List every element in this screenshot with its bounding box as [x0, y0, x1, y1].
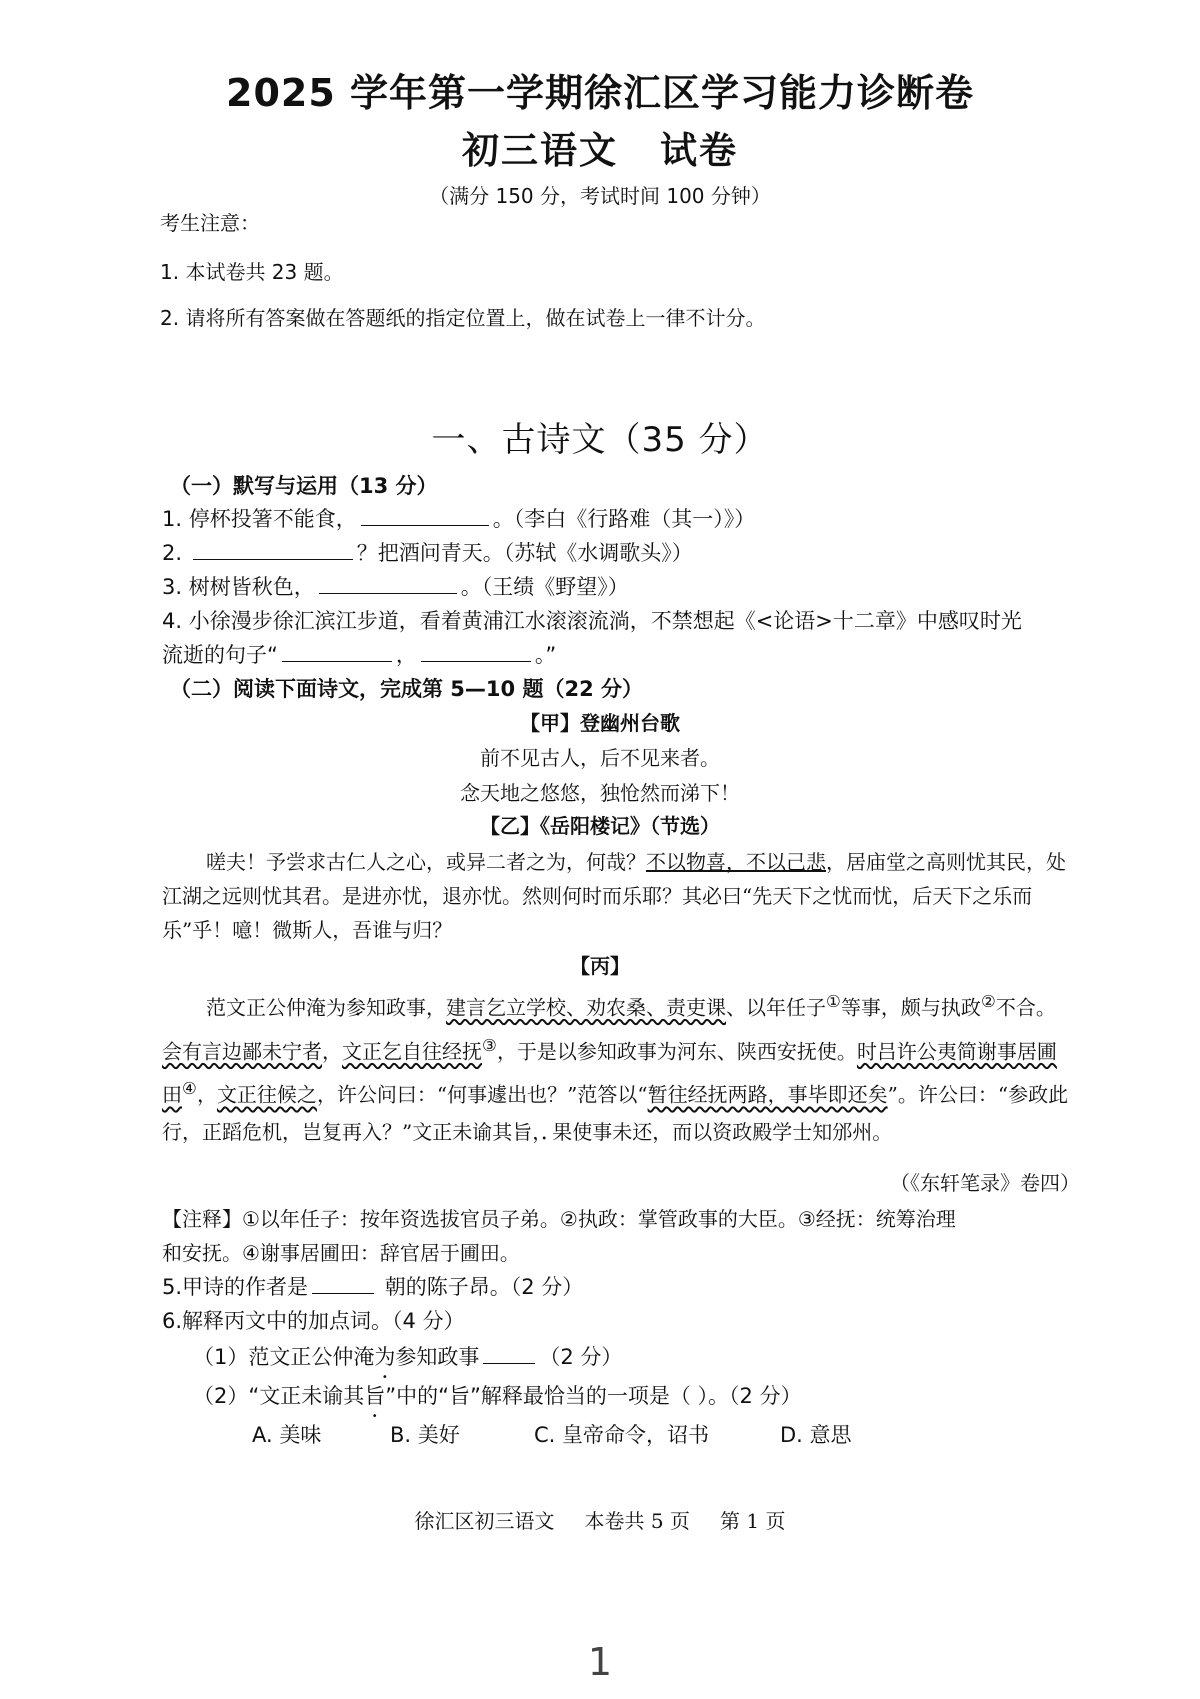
bing-text: ，于是以参知政事为河东、陕西安抚使。: [496, 1039, 857, 1064]
q6-1-dotted-word: 为: [374, 1345, 396, 1369]
q1-text: 1. 停杯投箸不能食，: [162, 507, 357, 531]
footer-right: 第 1 页: [720, 1509, 786, 1533]
q6-1-score: （2 分）: [539, 1345, 623, 1369]
page-number: 1: [587, 1640, 613, 1684]
question-4-line-1: 4. 小徐漫步徐汇滨江步道，看着黄浦江水滚滚流淌，不禁想起《<论语>十二章》中感叹时光: [162, 609, 1022, 633]
notice-item-2: 2. 请将所有答案做在答题纸的指定位置上，做在试卷上一律不计分。: [160, 306, 766, 330]
q6-2-text: ”中的“旨”解释最恰当的一项是（ ）。（2 分）: [385, 1384, 802, 1408]
q4-text: 流逝的句子“: [162, 643, 278, 667]
exam-title: 2025 学年第一学期徐汇区学习能力诊断卷: [226, 71, 974, 115]
poem-jia-title: 【甲】登幽州台歌: [520, 711, 680, 735]
bing-wavy-phrase-6: 暂往经抚两路，事毕即还矣: [647, 1082, 888, 1107]
bing-text: ，: [322, 1039, 342, 1064]
bing-text: 不合。: [995, 995, 1056, 1020]
q6-1-text: 参知政事: [395, 1345, 480, 1369]
q1-answer-blank[interactable]: [361, 507, 489, 526]
page-footer: [0, 1505, 1200, 1534]
subject-label: 初三语文: [462, 129, 618, 172]
text-yi-passage: [162, 845, 1072, 947]
note-mark-1: ①: [826, 992, 841, 1011]
bing-text: ，果使事未还，而以资政殿学士知邠州。: [532, 1119, 893, 1144]
question-4-line-2: [162, 639, 556, 669]
section-title: 一、古诗文（35 分）: [431, 420, 769, 460]
bing-wavy-phrase-1: 建言乞立学校、劝农桑、责吏课: [446, 995, 726, 1020]
bing-text: ，许公问曰：“何事遽出也？”范答以“: [316, 1082, 648, 1107]
bing-wavy-phrase-5: 文正往候之: [216, 1082, 317, 1107]
notice-item-1: 1. 本试卷共 23 题。: [160, 260, 344, 284]
q3-text: 3. 树树皆秋色，: [162, 575, 315, 599]
q5-text: 5.甲诗的作者是: [162, 1275, 309, 1299]
yi-text-1: 嗟夫！予尝求古仁人之心，或异二者之为，何哉？: [206, 850, 646, 874]
bing-wavy-phrase-4: 时吕许公夷简谢事居圃田: [162, 1039, 1057, 1107]
notes-line-2: 和安抚。④谢事居圃田：辞官居于圃田。: [162, 1241, 520, 1265]
bing-text: ，: [196, 1082, 217, 1107]
q4-separator: ，: [395, 643, 417, 667]
paper-type-label: 试卷: [660, 129, 738, 172]
part1-title: （一）默写与运用（13 分）: [170, 474, 438, 498]
footer-middle: 本卷共 5 页: [584, 1509, 690, 1533]
bing-text: 参知政事，: [346, 995, 446, 1020]
bing-wavy-phrase-3: 文正乞自往经抚: [342, 1039, 482, 1064]
note-mark-4: ④: [182, 1079, 197, 1099]
bing-text: ”。许公曰：“参政此行，正蹈危机，岂复再入？”文正未谕其: [162, 1082, 1069, 1144]
question-6: 6.解释丙文中的加点词。（4 分）: [162, 1309, 465, 1333]
choice-b[interactable]: B. 美好: [390, 1423, 460, 1447]
choice-a[interactable]: A. 美味: [252, 1423, 322, 1447]
q4-answer-blank-2[interactable]: [421, 643, 531, 662]
question-2: [162, 537, 693, 567]
exam-subject-line: [0, 120, 1200, 174]
q2-answer-blank[interactable]: [193, 541, 353, 560]
q3-source: 。（王绩《野望》）: [460, 575, 629, 599]
question-3: [162, 571, 629, 601]
q5-answer-blank[interactable]: [312, 1275, 374, 1294]
question-1: [162, 503, 755, 533]
question-5: [162, 1271, 583, 1301]
poem-jia-line-1: 前不见古人，后不见来者。: [480, 746, 720, 770]
bing-text: 、以年任子: [726, 995, 826, 1020]
yi-text-2: ，居庙堂之高则忧其民，处江湖之远则忧其君。是进亦忧，退亦忧。然则何时而乐耶？其必曰“先天下之忧而忧，后天下之乐而乐”乎！噫！微斯人，吾谁与归？: [162, 850, 1066, 942]
text-bing-passage: [162, 983, 1072, 1151]
part2-title: （二）阅读下面诗文，完成第 5—10 题（22 分）: [170, 677, 643, 701]
q1-source: 。（李白《行路难（其一）》）: [492, 507, 756, 531]
note-mark-3: ③: [482, 1035, 497, 1055]
q4-end: 。”: [534, 643, 557, 667]
text-yi-title: 【乙】《岳阳楼记》（节选）: [480, 814, 720, 838]
q4-answer-blank-1[interactable]: [282, 643, 392, 662]
question-6-1: [193, 1341, 622, 1371]
q2-number: 2.: [162, 541, 189, 565]
yi-underlined-phrase: 不以物喜，不以己悲: [646, 850, 826, 874]
bing-dotted-word-wei: 为: [326, 995, 346, 1020]
q2-text: ？把酒问青天。（苏轼《水调歌头》）: [356, 541, 693, 565]
notice-heading: 考生注意：: [160, 211, 260, 235]
bing-text: 等事，颇与执政: [840, 995, 981, 1020]
note-mark-2: ②: [980, 992, 996, 1011]
q6-1-text: （1）范文正公仲淹: [193, 1345, 375, 1369]
q3-answer-blank[interactable]: [319, 575, 457, 594]
bing-text: 范文正公仲淹: [206, 995, 326, 1020]
footer-left: 徐汇区初三语文: [414, 1509, 555, 1533]
q6-1-answer-blank[interactable]: [483, 1345, 535, 1364]
bing-dotted-word-zhi: 旨: [512, 1119, 533, 1144]
q5-suffix: 朝的陈子昂。（2 分）: [378, 1275, 584, 1299]
q6-2-text: （2）“文正未谕其: [193, 1384, 365, 1408]
choice-d[interactable]: D. 意思: [780, 1423, 852, 1447]
bing-wavy-phrase-2: 会有言边鄙未宁者: [162, 1039, 322, 1064]
poem-jia-line-2: 念天地之悠悠，独怆然而涕下！: [460, 781, 740, 805]
notes-line-1: 【注释】①以年任子：按年资选拔官员子弟。②执政：掌管政事的大臣。③经抚：统筹治理: [162, 1207, 956, 1231]
source-citation: （《东轩笔录》卷四）: [890, 1171, 1080, 1195]
choice-c[interactable]: C. 皇帝命令，诏书: [534, 1423, 710, 1447]
q6-2-dotted-word: 旨: [364, 1384, 386, 1408]
text-bing-title: 【丙】: [570, 954, 630, 978]
question-6-2: [193, 1380, 802, 1410]
exam-subtitle: （满分 150 分，考试时间 100 分钟）: [429, 184, 771, 208]
